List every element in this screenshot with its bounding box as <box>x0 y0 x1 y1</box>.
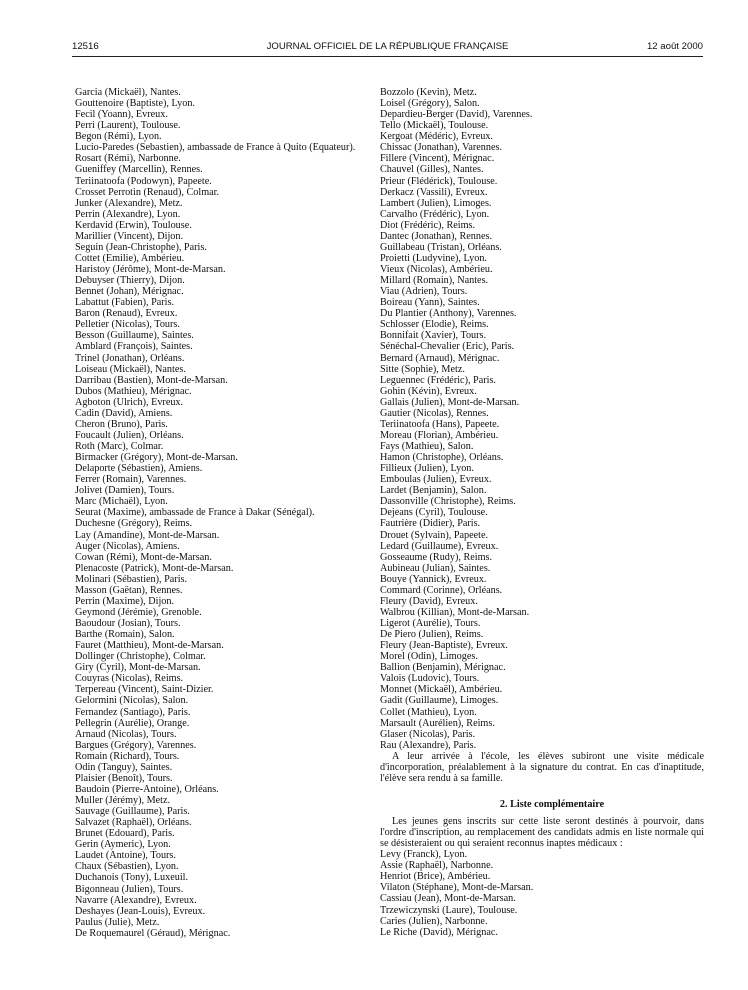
list-item: Baoudour (Josian), Tours. <box>75 618 181 629</box>
list-item: Perri (Laurent), Toulouse. <box>75 120 181 132</box>
list-item: Cottet (Emilie), Ambérieu. <box>75 252 185 264</box>
list-item: Prieur (Flédérick), Toulouse. <box>380 175 498 187</box>
list-item: Pelletier (Nicolas), Tours. <box>75 319 180 331</box>
list-item: Plenacoste (Patrick), Mont-de-Marsan. <box>75 562 234 574</box>
list-item: Muller (Jérémy), Metz. <box>75 795 171 806</box>
list-item: Fleury (Jean-Baptiste), Evreux. <box>380 640 508 652</box>
arrival-paragraph: A leur arrivée à l'école, les élèves subiront une visite médicale d'incorporation, préalablement à la signature du contrat. En cas d'inaptitude, l'élève sera rendu à sa famille. <box>380 750 704 784</box>
list-item: Romain (Richard), Tours. <box>75 750 180 762</box>
list-item: Ligerot (Aurélie), Tours. <box>380 618 481 629</box>
list-item: Lucio-Paredes (Sebastien), ambassade de France à Quito (Equateur). <box>75 142 356 154</box>
list-item: Seguin (Jean-Christophe), Paris. <box>75 241 207 253</box>
list-item: Masson (Gaëtan), Rennes. <box>75 584 183 596</box>
list-item: Bouye (Yannick), Evreux. <box>380 573 487 585</box>
list-item: Deshayes (Jean-Louis), Evreux. <box>75 905 206 917</box>
list-item: Chauvel (Gilles), Nantes. <box>380 164 484 176</box>
list-item: Fays (Mathieu), Salon. <box>380 441 474 452</box>
left-column-list <box>75 87 375 939</box>
list-item: Amblard (François), Saintes. <box>75 341 193 353</box>
list-item: Fernandez (Santiago), Paris. <box>75 706 191 718</box>
list-item: Millard (Romain), Nantes. <box>380 275 489 287</box>
list-item: Agboton (Ulrich), Evreux. <box>75 396 184 408</box>
list-item: Cassiau (Jean), Mont-de-Marsan. <box>380 893 516 905</box>
list-item: Bozzolo (Kevin), Metz. <box>380 87 477 98</box>
list-item: Assie (Raphaël), Narbonne. <box>380 860 494 872</box>
list-item: Auger (Nicolas), Amiens. <box>75 540 180 552</box>
list-item: Hamon (Christophe), Orléans. <box>380 452 504 464</box>
list-item: Ferrer (Romain), Varennes. <box>75 474 187 486</box>
list-item: Cowan (Rémi), Mont-de-Marsan. <box>75 551 212 563</box>
list-item: Bigonneau (Julien), Tours. <box>75 883 184 895</box>
list-item: Trinel (Jonathan), Orléans. <box>75 352 185 364</box>
list-item: Salvazet (Raphaël), Orléans. <box>75 817 192 829</box>
list-item: Loiseau (Mickaël), Nantes. <box>75 363 186 375</box>
list-item: Collet (Mathieu), Lyon. <box>380 706 477 718</box>
list-item: Dejeans (Cyril), Toulouse. <box>380 507 488 519</box>
list-item: Besson (Guillaume), Saintes. <box>75 330 194 342</box>
header-rule <box>72 56 703 57</box>
list-item: Perrin (Maxime), Dijon. <box>75 595 175 607</box>
list-item: Marc (Michaël), Lyon. <box>75 496 168 508</box>
list-item: Trzewiczynski (Laure), Toulouse. <box>380 904 518 916</box>
list-item: Gouttenoire (Baptiste), Lyon. <box>75 98 195 110</box>
right-column-list <box>380 87 704 751</box>
list-item: Fillieux (Julien), Lyon. <box>380 463 474 475</box>
list-item: Proietti (Ludyvine), Lyon. <box>380 252 487 264</box>
list-item: Seurat (Maxime), ambassade de France à Dakar (Sénégal). <box>75 507 315 519</box>
list-item: Perrin (Alexandre), Lyon. <box>75 208 181 220</box>
list-item: Chissac (Jonathan), Varennes. <box>380 142 503 154</box>
list-item: Foucault (Julien), Orléans. <box>75 429 184 441</box>
list-item: Brunet (Edouard), Paris. <box>75 828 175 840</box>
list-item: Crosset Perrotin (Renaud), Colmar. <box>75 186 220 198</box>
list-item: Dassonville (Christophe), Reims. <box>380 496 516 508</box>
list-item: Terpereau (Vincent), Saint-Dizier. <box>75 684 214 696</box>
list-item: Darribau (Bastien), Mont-de-Marsan. <box>75 374 228 386</box>
list-item: Gueniffey (Marcellin), Rennes. <box>75 164 203 176</box>
list-item: Gautier (Nicolas), Rennes. <box>380 407 489 419</box>
list-item: Junker (Alexandre), Metz. <box>75 197 183 209</box>
list-item: Levy (Franck), Lyon. <box>380 849 468 861</box>
complementary-list <box>380 849 704 938</box>
list-item: Dantec (Jonathan), Rennes. <box>380 230 493 242</box>
list-item: Fautrière (Didier), Paris. <box>380 518 481 530</box>
list-item: Molinari (Sébastien), Paris. <box>75 573 188 585</box>
list-item: Sitte (Sophie), Metz. <box>380 363 465 375</box>
list-item: Gallais (Julien), Mont-de-Marsan. <box>380 396 520 408</box>
list-item: Laudet (Antoine), Tours. <box>75 850 176 862</box>
list-item: Rau (Alexandre), Paris. <box>380 739 477 751</box>
list-item: Gadit (Guillaume), Limoges. <box>380 695 499 707</box>
list-item: Fecil (Yoann), Evreux. <box>75 109 168 121</box>
list-item: Cheron (Bruno), Paris. <box>75 418 168 430</box>
list-item: Teriinatoofa (Hans), Papeete. <box>380 418 500 430</box>
list-item: Bargues (Grégory), Varennes. <box>75 739 197 751</box>
list-item: Boireau (Yann), Saintes. <box>380 297 480 309</box>
list-item: Schlosser (Elodie), Reims. <box>380 319 489 331</box>
list-item: Bonnifait (Xavier), Tours. <box>380 330 487 342</box>
list-item: Glaser (Nicolas), Paris. <box>380 728 476 740</box>
list-item: Ballion (Benjamin), Mérignac. <box>380 662 506 674</box>
list-item: Plaisier (Benoît), Tours. <box>75 772 173 784</box>
list-item: Birmacker (Grégory), Mont-de-Marsan. <box>75 452 238 464</box>
list-item: Morel (Odin), Limoges. <box>380 651 478 663</box>
list-item: Jolivet (Damien), Tours. <box>75 485 175 497</box>
page-header <box>72 40 703 54</box>
list-item: Baudoin (Pierre-Antoine), Orléans. <box>75 783 219 795</box>
list-item: Chaux (Sébastien), Lyon. <box>75 861 179 873</box>
list-item: Gohin (Kévin), Evreux. <box>380 385 477 397</box>
list-item: Fleury (David), Evreux. <box>380 595 478 607</box>
list-item: Dollinger (Christophe), Colmar. <box>75 651 206 663</box>
list-item: Leguennec (Frédéric), Paris. <box>380 374 496 386</box>
list-item: Vilaton (Stéphane), Mont-de-Marsan. <box>380 882 534 894</box>
list-item: Commard (Corinne), Orléans. <box>380 584 503 596</box>
list-item: Labattut (Fabien), Paris. <box>75 297 175 309</box>
list-item: Walbrou (Killian), Mont-de-Marsan. <box>380 606 530 618</box>
list-item: Debuyser (Thierry), Dijon. <box>75 275 185 287</box>
list-item: Gelormini (Nicolas), Salon. <box>75 695 189 707</box>
right-column <box>380 87 704 938</box>
list-item: Monnet (Mickaël), Ambérieu. <box>380 684 503 696</box>
list-item: Gerin (Aymeric), Lyon. <box>75 839 171 851</box>
list-item: Gosseaume (Rudy), Reims. <box>380 551 493 563</box>
list-item: Fillere (Vincent), Mérignac. <box>380 153 495 165</box>
list-item: Caries (Julien), Narbonne. <box>380 915 488 927</box>
list-item: De Piero (Julien), Reims. <box>380 629 484 641</box>
page-number: 12516 <box>72 41 99 52</box>
list-item: Duchanois (Tony), Luxeuil. <box>75 872 189 884</box>
list-item: Bennet (Johan), Mérignac. <box>75 286 184 298</box>
list-item: Loisel (Grégory), Salon. <box>380 98 480 110</box>
list-item: Delaporte (Sébastien), Amiens. <box>75 463 203 475</box>
list-item: Du Plantier (Anthony), Varennes. <box>380 308 517 320</box>
list-item: Kergoat (Médéric), Evreux. <box>380 131 493 143</box>
list-item: Couyras (Nicolas), Reims. <box>75 673 184 685</box>
list-item: Drouet (Sylvain), Papeete. <box>380 529 489 541</box>
list-item: Moreau (Florian), Ambérieu. <box>380 429 499 441</box>
list-item: De Roquemaurel (Géraud), Mérignac. <box>75 927 231 939</box>
list-item: Diot (Frédéric), Reims. <box>380 219 476 231</box>
list-item: Garcia (Mickaël), Nantes. <box>75 87 181 98</box>
list-item: Pellegrin (Aurélie), Orange. <box>75 717 190 729</box>
list-item: Fauret (Matthieu), Mont-de-Marsan. <box>75 640 224 652</box>
list-item: Emboulas (Julien), Evreux. <box>380 474 492 486</box>
list-item: Vieux (Nicolas), Ambérieu. <box>380 264 493 275</box>
list-item: Sauvage (Guillaume), Paris. <box>75 806 190 818</box>
list-item: Lay (Amandine), Mont-de-Marsan. <box>75 529 220 541</box>
list-item: Duchesne (Grégory), Reims. <box>75 518 193 530</box>
list-item: Arnaud (Nicolas), Tours. <box>75 728 177 740</box>
list-item: Barthe (Romain), Salon. <box>75 629 175 641</box>
list-item: Geymond (Jérémie), Grenoble. <box>75 606 202 618</box>
list-item: Paulus (Julie), Metz. <box>75 916 160 928</box>
journal-title: JOURNAL OFFICIEL DE LA RÉPUBLIQUE FRANÇAISE <box>266 41 509 52</box>
list-item: Aubineau (Julian), Saintes. <box>380 562 491 574</box>
list-item: Lambert (Julien), Limoges. <box>380 197 492 209</box>
list-item: Begon (Rémi), Lyon. <box>75 131 162 143</box>
list-item: Derkacz (Vassili), Evreux. <box>380 186 488 198</box>
section-title: 2. Liste complémentaire <box>499 798 605 810</box>
list-item: Valois (Ludovic), Tours. <box>380 673 480 685</box>
list-item: Cadin (David), Amiens. <box>75 407 173 419</box>
list-item: Odin (Tanguy), Saintes. <box>75 761 173 773</box>
list-item: Baron (Renaud), Evreux. <box>75 308 178 320</box>
publication-date: 12 août 2000 <box>646 41 703 52</box>
list-item: Guillabeau (Tristan), Orléans. <box>380 241 502 253</box>
list-item: Henriot (Brice), Ambérieu. <box>380 871 491 883</box>
list-item: Roth (Marc), Colmar. <box>75 441 164 452</box>
list-item: Bernard (Arnaud), Mérignac. <box>380 352 500 364</box>
list-item: Giry (Cyril), Mont-de-Marsan. <box>75 662 201 674</box>
list-item: Marsault (Aurélien), Reims. <box>380 717 495 729</box>
list-item: Le Riche (David), Mérignac. <box>380 926 498 938</box>
list-item: Viau (Adrien), Tours. <box>380 286 468 298</box>
list-item: Lardet (Benjamin), Salon. <box>380 485 487 497</box>
list-item: Carvalho (Frédéric), Lyon. <box>380 208 490 220</box>
list-item: Depardieu-Berger (David), Varennes. <box>380 109 533 121</box>
list-item: Haristoy (Jérôme), Mont-de-Marsan. <box>75 264 226 275</box>
list-item: Marillier (Vincent), Dijon. <box>75 230 184 242</box>
list-item: Dubos (Mathieu), Mérignac. <box>75 385 192 397</box>
list-item: Ledard (Guillaume), Evreux. <box>380 540 499 552</box>
list-item: Rosart (Rémi), Narbonne. <box>75 153 181 165</box>
list-item: Kerdavid (Erwin), Toulouse. <box>75 219 192 231</box>
list-item: Sénéchal-Chevalier (Eric), Paris. <box>380 341 515 353</box>
list-item: Navarre (Alexandre), Evreux. <box>75 894 197 906</box>
complementary-paragraph: Les jeunes gens inscrits sur cette liste seront destinés à pourvoir, dans l'ordre d'inscription, au remplacement des candidats admis en liste normale qui se désisteraient ou qui seraient reconnus inaptes médicaux : <box>380 816 704 850</box>
list-item: Teriinatoofa (Podowyn), Papeete. <box>75 175 212 187</box>
list-item: Tello (Mickaël), Toulouse. <box>380 120 489 132</box>
